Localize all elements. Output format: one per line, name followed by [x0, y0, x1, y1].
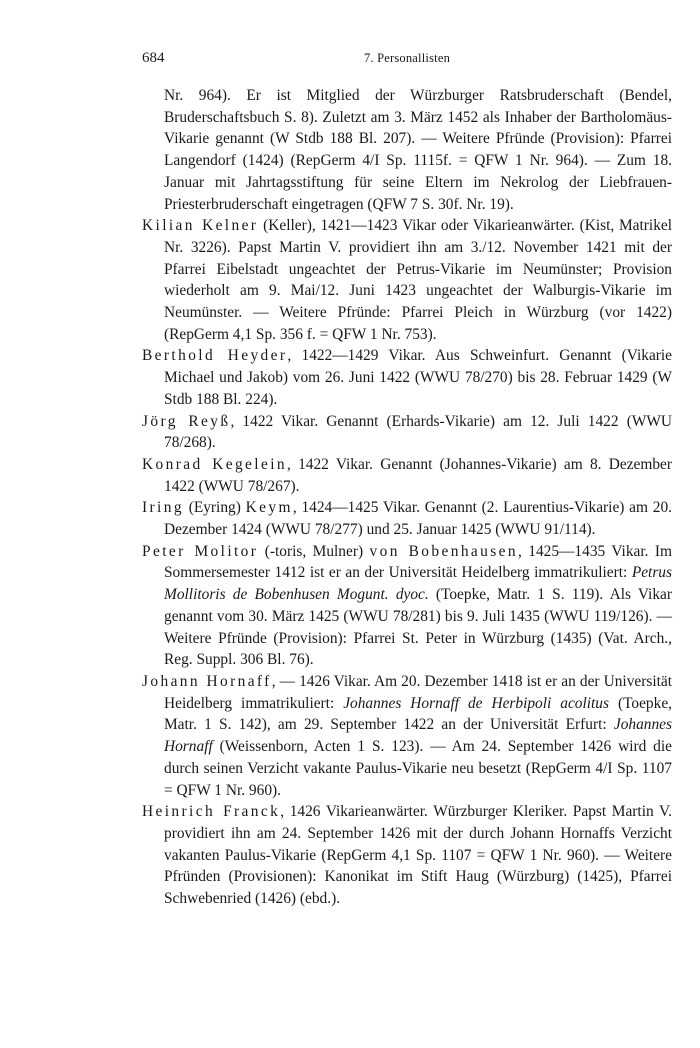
- entry-text: , — 1426 Vikar. Am 20. Dezember 1418 ist er an der Universität Heidelberg immatrikuliert:: [164, 672, 673, 712]
- page-number: 684: [142, 50, 165, 66]
- entry-text: (Toepke, Matr. 1 S. 119). Als Vikar genannt vom 30. März 1425 (WWU 78/281) bis 9. Juli 1435 (WWU 119/126). — Weitere Pfründe (Provision): Pfarrei St. Peter in Würzburg (1435) (Vat. Arch., Reg. Suppl. 306 Bl. 76).: [164, 586, 672, 669]
- entry-text: , 1422 Vikar. Genannt (Johannes-Vikarie) am 8. Dezember 1422 (WWU 78/267).: [164, 455, 672, 495]
- entry-person-name: Johann Hornaff: [142, 672, 272, 690]
- entry-peter-molitor: [142, 541, 672, 671]
- entry-text: , 1425—1435 Vikar. Im Sommersemester 1412 ist er an der Universität Heidelberg immatrikuliert:: [164, 542, 673, 582]
- entry-person-name: Berthold Heyder: [142, 347, 288, 365]
- entry-joerg-reyss: [142, 411, 672, 454]
- entry-person-name: Jörg Reyß: [142, 412, 231, 430]
- entry-name-variant: (-toris, Mulner): [258, 542, 370, 560]
- entry-text: , 1426 Vikarieanwärter. Würzburger Kleriker. Papst Martin V. providiert ihn am 24. September 1426 mit der durch Johann Hornaffs Verzicht vakanten Paulus-Vikarie (RepGerm 4,1 Sp. 1107 = QFW 1 Nr. 960). — Weitere Pfründen (Provisionen): Kanonikat im Stift Haug (Würzburg) (1425), Pfarrei Schwebenried (1426) (ebd.).: [164, 803, 672, 908]
- entry-continuation: [142, 85, 672, 215]
- entry-person-name: Peter Molitor: [142, 542, 259, 560]
- entry-person-surname: von Bobenhausen: [369, 542, 518, 560]
- entry-johann-hornaff: [142, 671, 672, 801]
- entry-person-name: Konrad Kegelein: [142, 455, 287, 473]
- entry-iring-keym: [142, 497, 672, 540]
- entry-konrad-kegelein: [142, 454, 672, 497]
- entry-quotation: Johannes Hornaff de Herbipoli acolitus: [343, 694, 609, 712]
- entry-text: (Weissenborn, Acten 1 S. 123). — Am 24. September 1426 wird die durch seinen Verzicht vakante Paulus-Vikarie neu besetzt (RepGerm 4/I Sp. 1107 = QFW 1 Nr. 960).: [164, 738, 672, 799]
- entry-person-name: Heinrich Franck: [142, 803, 281, 821]
- entry-berthold-heyder: [142, 345, 672, 410]
- page-header: [142, 50, 672, 70]
- entry-text: Nr. 964). Er ist Mitglied der Würzburger Ratsbruderschaft (Bendel, Bruderschaftsbuch S. 8). Zuletzt am 3. März 1452 als Inhaber der Bartholomäus-Vikarie genannt (W Stdb 188 Bl. 207). — Weitere Pfründe (Provision): Pfarrei Langendorf (1424) (RepGerm 4/I Sp. 1115f. = QFW 1 Nr. 964). — Zum 18. Januar mit Jahrtagsstiftung für seine Eltern im Nekrolog der Liebfrauen-Priesterbruderschaft eingetragen (QFW 7 S. 30f. Nr. 19).: [164, 87, 672, 213]
- entry-kilian-kelner: [142, 215, 672, 345]
- entry-text: , 1422—1429 Vikar. Aus Schweinfurt. Genannt (Vikarie Michael und Jakob) vom 26. Juni 1422 (WWU 78/270) bis 28. Februar 1429 (W Stdb 188 Bl. 224).: [164, 347, 673, 408]
- entry-quotation: Johannes Hornaff: [164, 716, 672, 756]
- entry-heinrich-franck: [142, 801, 672, 910]
- entry-name-variant: (Eyring): [183, 499, 246, 517]
- entry-text: (Toepke, Matr. 1 S. 142), am 29. September 1422 an der Universität Erfurt:: [164, 694, 673, 734]
- entry-person-name: Iring: [142, 499, 184, 517]
- entry-text: , 1422 Vikar. Genannt (Erhards-Vikarie) am 12. Juli 1422 (WWU 78/268).: [164, 412, 672, 452]
- entry-quotation: Petrus Mollitoris de Bobenhusen Mogunt. dyoc.: [164, 564, 672, 604]
- entry-list: [142, 85, 672, 910]
- entry-person-name: Kilian Kelner: [142, 217, 259, 235]
- entry-text: (Keller), 1421—1423 Vikar oder Vikarieanwärter. (Kist, Matrikel Nr. 3226). Papst Martin V. providiert ihn am 3./12. November 1421 mit der Pfarrei Eibelstadt ungeachtet der Petrus-Vikarie im Neumünster; Provision wiederholt am 9. Mai/12. Juni 1423 ungeachtet der Walburgis-Vikarie im Neumünster. — Weitere Pfründe: Pfarrei Pleich in Würzburg (vor 1422) (RepGerm 4,1 Sp. 356 f. = QFW 1 Nr. 753).: [164, 217, 672, 343]
- entry-text: , 1424—1425 Vikar. Genannt (2. Laurentius-Vikarie) am 20. Dezember 1424 (WWU 78/277) und 25. Januar 1425 (WWU 91/114).: [164, 499, 672, 539]
- running-title: 7. Personallisten: [363, 51, 451, 65]
- entry-person-surname: Keym: [245, 499, 293, 517]
